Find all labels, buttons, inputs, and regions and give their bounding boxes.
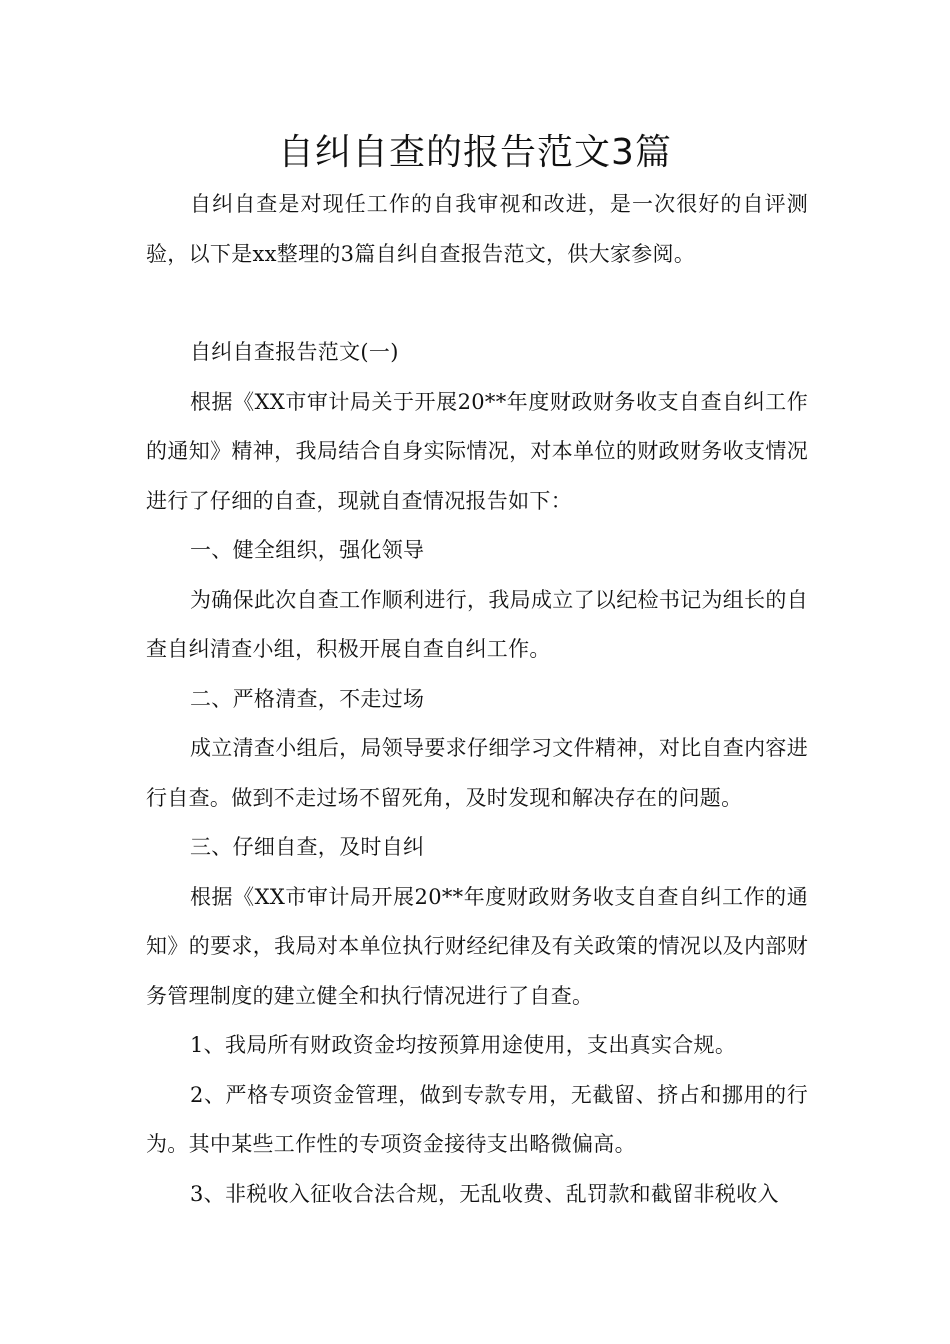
section-heading: 一、健全组织，强化领导 [190,538,425,562]
list-item: 3、非税收入征收合法合规，无乱收费、乱罚款和截留非税收入 [190,1181,779,1206]
section-heading: 三、仔细自查，及时自纠 [190,835,425,859]
body-paragraph: 根据《XX市审计局开展20**年度财政财务收支自查自纠工作的通知》的要求，我局对本单位执行财经纪律及有关政策的情况以及内部财务管理制度的建立健全和执行情况进行了自查。 [146,884,808,1008]
section-heading: 二、严格清查，不走过场 [190,686,425,711]
section-heading: 自纠自查报告范文(一) [190,340,399,364]
document-body [146,180,808,1219]
body-paragraph: 成立清查小组后，局领导要求仔细学习文件精神，对比自查内容进行自查。做到不走过场不留死角，及时发现和解决存在的问题。 [146,736,808,810]
body-paragraph: 为确保此次自查工作顺利进行，我局成立了以纪检书记为组长的自查自纠清查小组，积极开展自查自纠工作。 [146,587,808,661]
intro-paragraph: 自纠自查是对现任工作的自我审视和改进，是一次很好的自评测验，以下是xx整理的3篇自纠自查报告范文，供大家参阅。 [146,192,808,266]
document-title: 自纠自查的报告范文3篇 [278,132,672,173]
body-paragraph: 根据《XX市审计局关于开展20**年度财政财务收支自查自纠工作的通知》精神，我局结合自身实际情况，对本单位的财政财务收支情况进行了仔细的自查，现就自查情况报告如下： [146,389,808,513]
list-item: 1、我局所有财政资金均按预算用途使用，支出真实合规。 [190,1033,737,1057]
list-item: 2、严格专项资金管理，做到专款专用，无截留、挤占和挪用的行为。其中某些工作性的专项资金接待支出略微偏高。 [146,1082,808,1156]
